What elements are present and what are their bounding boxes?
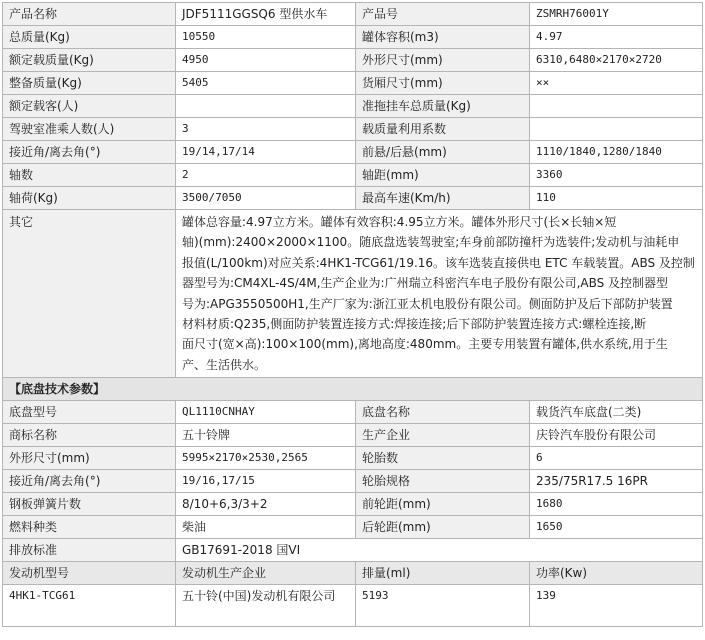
vehicle-row: [3, 118, 703, 141]
spec-value: 柴油: [176, 516, 356, 539]
spec-label: 轴数: [3, 164, 176, 187]
spec-value: 110: [530, 187, 703, 210]
spec-label: 底盘型号: [3, 401, 176, 424]
spec-value: 5995×2170×2530,2565: [176, 447, 356, 470]
spec-value: 8/10+6,3/3+2: [176, 493, 356, 516]
spec-value: 3500/7050: [176, 187, 356, 210]
spec-label: 轮胎规格: [356, 470, 530, 493]
spec-value: 235/75R17.5 16PR: [530, 470, 703, 493]
vehicle-row: [3, 95, 703, 118]
spec-label: 燃料种类: [3, 516, 176, 539]
vehicle-row: [3, 49, 703, 72]
spec-value: ZSMRH76001Y: [530, 3, 703, 26]
spec-value: 4950: [176, 49, 356, 72]
notes-line: 报值(L/100km)对应关系:4HK1-TCG61/19.16。该车选装直接供电 ETC 车载装置。ABS 及控制: [182, 255, 695, 270]
notes-line: 材料材质:Q235,侧面防护装置连接方式:焊接连接;后下部防护装置连接方式:螺栓连接,断: [182, 317, 647, 332]
spec-value: 5405: [176, 72, 356, 95]
spec-label: 轴荷(Kg): [3, 187, 176, 210]
spec-label: 外形尺寸(mm): [3, 447, 176, 470]
spec-value: 10550: [176, 26, 356, 49]
spec-value: 1680: [530, 493, 703, 516]
vehicle-row: [3, 3, 703, 26]
notes-line: 轴)(mm):2400×2000×1100。随底盘选装驾驶室;车身前部防撞杆为选装件;发动机与油耗申: [182, 235, 680, 250]
spec-table: [2, 2, 703, 627]
spec-value: 1650: [530, 516, 703, 539]
spec-value: 五十铃牌: [176, 424, 356, 447]
spec-label: 总质量(Kg): [3, 26, 176, 49]
spec-label: 接近角/离去角(°): [3, 470, 176, 493]
spec-label: 轮胎数: [356, 447, 530, 470]
emission-row: [3, 539, 703, 562]
engine-column-header: 发动机生产企业: [176, 562, 356, 585]
spec-label: 后轮距(mm): [356, 516, 530, 539]
vehicle-row: [3, 72, 703, 95]
spec-value: 载货汽车底盘(二类): [530, 401, 703, 424]
engine-value: 五十铃(中国)发动机有限公司: [176, 585, 356, 627]
engine-value: 139: [530, 585, 703, 627]
spec-value: [530, 95, 703, 118]
vehicle-notes-row: [3, 210, 703, 378]
spec-label: 轴距(mm): [356, 164, 530, 187]
section-title: 【底盘技术参数】: [3, 378, 703, 401]
spec-value: 6: [530, 447, 703, 470]
chassis-row: [3, 424, 703, 447]
chassis-row: [3, 493, 703, 516]
spec-label: 整备质量(Kg): [3, 72, 176, 95]
spec-value: 1110/1840,1280/1840: [530, 141, 703, 164]
notes-line: 面尺寸(宽×高):100×100(mm),离地高度:480mm。主要专用装置有罐体,供水系统,用于生: [182, 337, 668, 352]
vehicle-row: [3, 164, 703, 187]
spec-label: 载质量利用系数: [356, 118, 530, 141]
notes-label: 其它: [3, 210, 176, 378]
spec-value: ××: [530, 72, 703, 95]
spec-label: 产品号: [356, 3, 530, 26]
spec-label: 前悬/后悬(mm): [356, 141, 530, 164]
chassis-row: [3, 470, 703, 493]
engine-column-header: 排量(ml): [356, 562, 530, 585]
spec-value: 6310,6480×2170×2720: [530, 49, 703, 72]
spec-value: QL1110CNHAY: [176, 401, 356, 424]
spec-value: JDF5111GGSQ6 型供水车: [176, 3, 356, 26]
spec-label: 前轮距(mm): [356, 493, 530, 516]
spec-label: 生产企业: [356, 424, 530, 447]
notes-line: 号为:APG3550500H1,生产厂家为:浙江亚太机电股份有限公司。侧面防护及后下部防护装置: [182, 296, 673, 311]
spec-label: 商标名称: [3, 424, 176, 447]
spec-label: 排放标准: [3, 539, 176, 562]
notes-line: 产、生活供水。: [182, 357, 267, 372]
chassis-section-header: [3, 378, 703, 401]
spec-label: 接近角/离去角(°): [3, 141, 176, 164]
spec-value: 4.97: [530, 26, 703, 49]
spec-value: 19/14,17/14: [176, 141, 356, 164]
vehicle-row: [3, 26, 703, 49]
spec-value: 庆铃汽车股份有限公司: [530, 424, 703, 447]
engine-value: 5193: [356, 585, 530, 627]
vehicle-row: [3, 187, 703, 210]
spec-value: GB17691-2018 国VI: [176, 539, 703, 562]
notes-line: 器型号为:CM4XL-4S/4M,生产企业为:广州瑞立科密汽车电子股份有限公司,ABS 及控制器型: [182, 276, 669, 291]
spec-label: 额定载质量(Kg): [3, 49, 176, 72]
notes-text: [176, 210, 703, 378]
spec-value: 3360: [530, 164, 703, 187]
spec-label: 驾驶室准乘人数(人): [3, 118, 176, 141]
spec-label: 额定载客(人): [3, 95, 176, 118]
chassis-spec-section: [3, 378, 703, 562]
vehicle-row: [3, 141, 703, 164]
engine-value: 4HK1-TCG61: [3, 585, 176, 627]
spec-label: 钢板弹簧片数: [3, 493, 176, 516]
spec-value: 2: [176, 164, 356, 187]
spec-value: [176, 95, 356, 118]
spec-value: 19/16,17/15: [176, 470, 356, 493]
spec-value: 3: [176, 118, 356, 141]
spec-label: 准拖挂车总质量(Kg): [356, 95, 530, 118]
spec-label: 最高车速(Km/h): [356, 187, 530, 210]
engine-spec-section: [3, 562, 703, 627]
spec-value: [530, 118, 703, 141]
spec-label: 罐体容积(m3): [356, 26, 530, 49]
engine-column-header: 发动机型号: [3, 562, 176, 585]
engine-value-row: [3, 585, 703, 627]
spec-label: 货厢尺寸(mm): [356, 72, 530, 95]
spec-label: 外形尺寸(mm): [356, 49, 530, 72]
engine-header-row: [3, 562, 703, 585]
chassis-row: [3, 401, 703, 424]
spec-label: 产品名称: [3, 3, 176, 26]
notes-line: 罐体总容量:4.97立方米。罐体有效容积:4.95立方米。罐体外形尺寸(长×长轴×短: [182, 215, 617, 229]
vehicle-spec-section: [3, 3, 703, 378]
engine-column-header: 功率(Kw): [530, 562, 703, 585]
chassis-row: [3, 447, 703, 470]
chassis-row: [3, 516, 703, 539]
spec-label: 底盘名称: [356, 401, 530, 424]
